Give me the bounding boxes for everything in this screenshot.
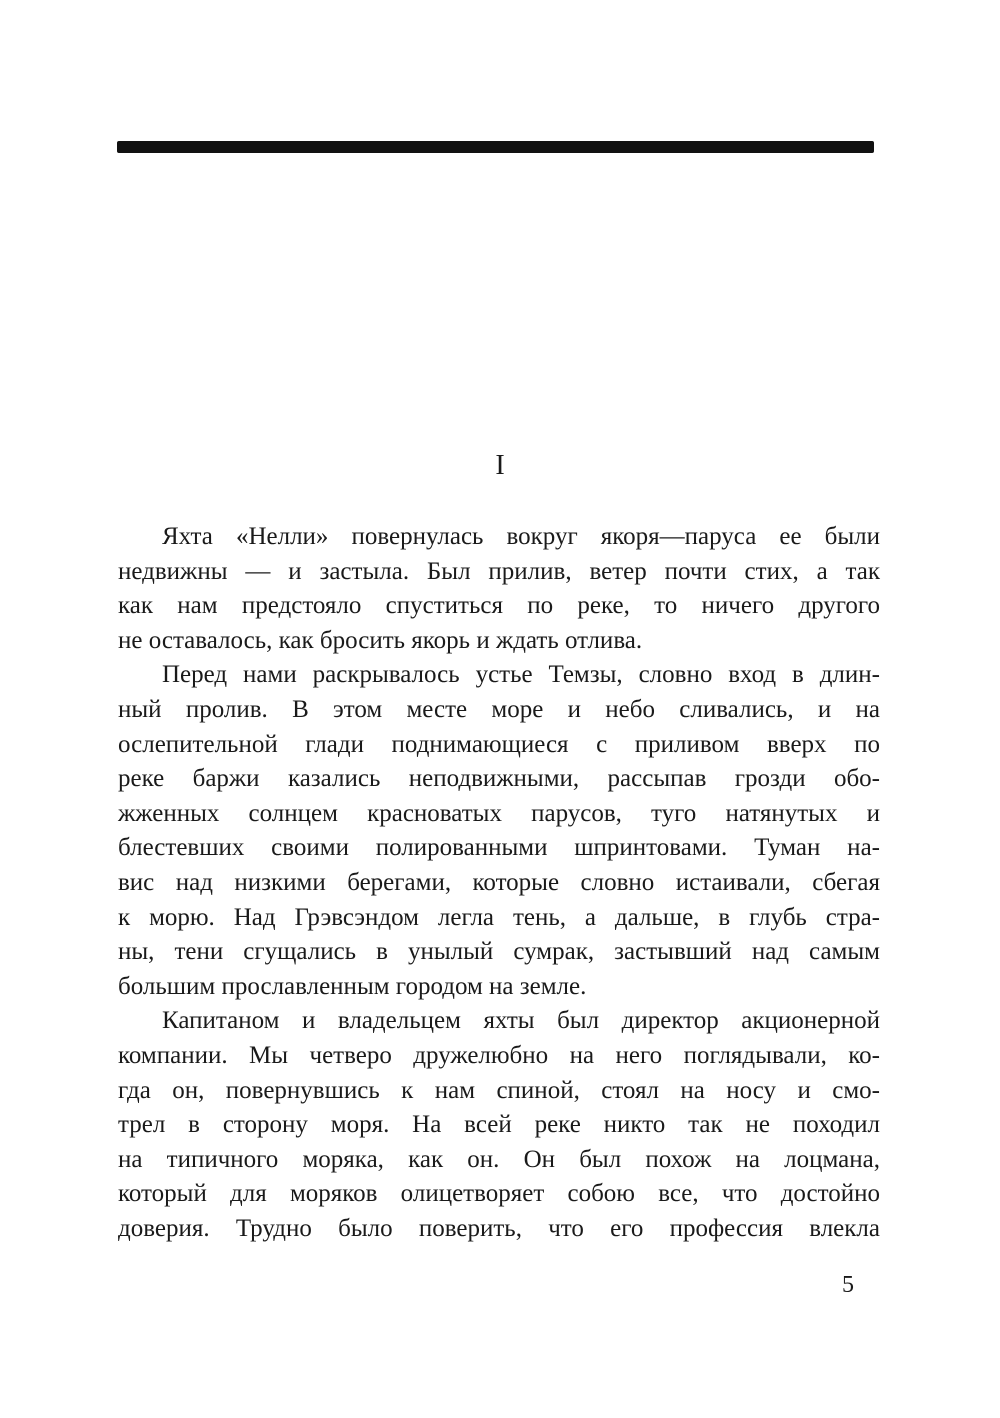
chapter-top-rule xyxy=(117,141,874,153)
text-line: Яхта «Нелли» повернулась вокруг якоря—паруса ее были xyxy=(162,523,880,550)
text-line: блестевших своими полированными шпринтовами. Туман на- xyxy=(118,834,880,862)
text-line: к морю. Над Грэвсэндом легла тень, а дальше, в глубь стра- xyxy=(118,903,880,931)
text-line: на типичного моряка, как он. Он был похож на лоцмана, xyxy=(118,1145,880,1173)
text-line: ны, тени сгущались в унылый сумрак, застывший над самым xyxy=(118,938,880,966)
text-line: ослепительной глади поднимающиеся с приливом вверх по xyxy=(118,730,880,758)
text-line: большим прославленным городом на земле. xyxy=(118,972,587,1000)
text-line: который для моряков олицетворяет собою все, что достойно xyxy=(118,1180,880,1208)
text-line: не оставалось, как бросить якорь и ждать отлива. xyxy=(118,626,643,654)
text-line: вис над низкими берегами, которые словно истаивали, сбегая xyxy=(118,868,880,896)
text-line: гда он, повернувшись к нам спиной, стоял на носу и смо- xyxy=(118,1076,880,1104)
chapter-text xyxy=(118,520,880,1246)
chapter-number: I xyxy=(495,450,505,481)
text-line: ный пролив. В этом месте море и небо сливались, и на xyxy=(118,695,880,723)
text-line: реке баржи казались неподвижными, рассыпав грозди обо- xyxy=(118,765,880,793)
text-line: компании. Мы четверо дружелюбно на него поглядывали, ко- xyxy=(118,1041,880,1069)
text-line: доверия. Трудно было поверить, что его профессия влекла xyxy=(118,1214,880,1242)
text-line: жженных солнцем красноватых парусов, туго натянутых и xyxy=(118,799,880,827)
text-line: трел в сторону моря. На всей реке никто так не походил xyxy=(118,1111,880,1139)
text-line: как нам предстояло спуститься по реке, то ничего другого xyxy=(118,592,880,620)
text-line: Перед нами раскрывалось устье Темзы, словно вход в длин- xyxy=(162,661,880,689)
page-number: 5 xyxy=(842,1272,854,1298)
text-line: недвижны — и застыла. Был прилив, ветер почти стих, а так xyxy=(118,557,880,585)
text-line: Капитаном и владельцем яхты был директор акционерной xyxy=(162,1007,880,1035)
